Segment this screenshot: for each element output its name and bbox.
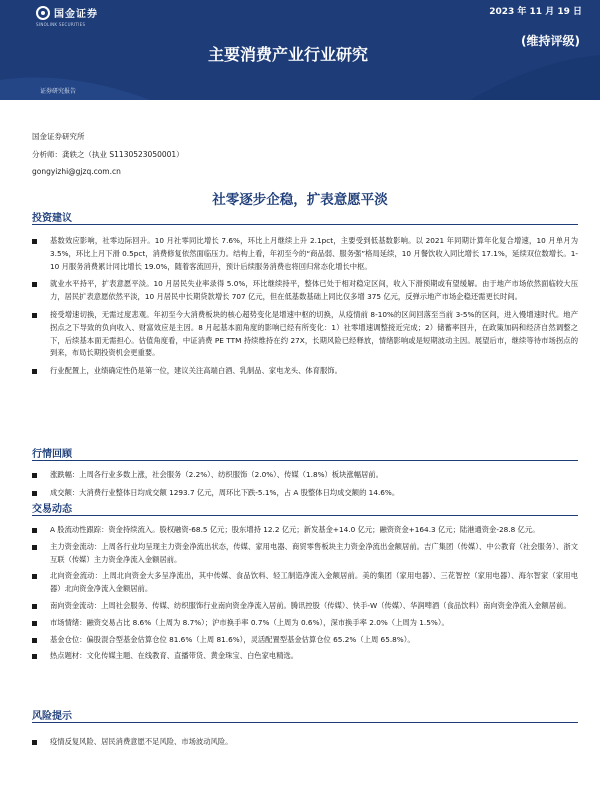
brand-logo — [36, 5, 98, 20]
bullet-icon — [32, 545, 37, 550]
logo-icon — [36, 6, 50, 20]
bullet-icon — [32, 282, 37, 287]
list-item: 市场情绪：融资交易占比 8.6%（上周为 8.7%）；沪市换手率 0.7%（上周为 0.6%），深市换手率 2.0%（上周为 1.5%）。 — [32, 617, 578, 630]
section-rule — [32, 224, 578, 225]
list-item: 基金仓位：偏股混合型基金估算仓位 81.6%（上周 81.6%），灵活配置型基金估算仓位 65.2%（上周 65.8%）。 — [32, 634, 578, 647]
bullet-icon — [32, 621, 37, 626]
bullet-icon — [32, 473, 37, 478]
bullet-icon — [32, 313, 37, 318]
section-rule — [32, 722, 578, 723]
list-item: 就业水平持平，扩表意愿平淡。10 月居民失业率录得 5.0%，环比继续持平，整体已处于相对稳定区间，收入下滑预期或有望缓解。由于地产市场依然面临较大压力，居民扩表意愿依然平淡，10 月居民中长期贷款增长 707 亿元，但在低基数基础上同比仅多增 375 亿元，反弹示地产市场企稳还需更长时间。 — [32, 278, 578, 304]
banner-title: 主要消费产业行业研究 — [208, 45, 369, 64]
bullet-icon — [32, 369, 37, 374]
email: gongyizhi@gjzq.com.cn — [32, 167, 121, 176]
report-tag: 证券研究报告 — [40, 88, 77, 95]
bullet-icon — [32, 574, 37, 579]
section-list — [32, 736, 578, 749]
institute: 国金证券研究所 — [32, 132, 85, 141]
report-date: 2023 年 11 月 19 日 — [489, 7, 582, 17]
bullet-icon — [32, 528, 37, 533]
section-title: 风险提示 — [32, 711, 72, 722]
list-item: 主力资金流动：上周各行业均呈现主力资金净流出状态，传媒、家用电器、商贸零售板块主力资金净流出金额居前。吉广集团（传媒）、中公教育（社会服务）、浙文互联（传媒）主力资金净流入金额居前。 — [32, 541, 578, 567]
list-item: 热点题材：文化传媒主题、在线教育、直播带货、黄金珠宝、白色家电精选。 — [32, 650, 578, 663]
section-rule — [32, 460, 578, 461]
list-item: 成交额：大消费行业整体日均成交额 1293.7 亿元，周环比下跌-5.1%，占 A 股整体日均成交额的 14.6%。 — [32, 487, 578, 500]
analyst: 分析师：龚轶之（执业 S1130523050001） — [32, 150, 184, 159]
bullet-icon — [32, 740, 37, 745]
section-title: 行情回顾 — [32, 449, 72, 460]
bullet-icon — [32, 239, 37, 244]
header-banner — [0, 0, 600, 100]
list-item: A 股流动性跟踪：资金持续流入。股权融资-68.5 亿元；股东增持 12.2 亿元；新发基金+14.0 亿元；融资资金+164.3 亿元；陆港通资金-28.8 亿元。 — [32, 524, 578, 537]
list-item: 基数效应影响，社零边际回升。10 月社零同比增长 7.6%，环比上月继续上升 2.1pct，主要受到低基数影响。以 2021 年同期计算年化复合增速，10 月单月为 3.5%，环比上月下滑 0.5pct，消费修复依然面临压力。结构上看，年初至今的“商品弱、服务强”格局延续，10 月餐饮收入同比增长 17.1%，延续双位数增长。1-10 月服务消费累计同比增长 19.0%，随着客流回升，预计后续服务消费也将回归常态化增长中枢。 — [32, 235, 578, 273]
section-title: 投资建议 — [32, 213, 72, 224]
section-list — [32, 235, 578, 378]
list-item: 行业配置上，业绩确定性仍是第一位，建议关注高端白酒、乳制品、家电龙头、体育服饰。 — [32, 365, 578, 378]
list-item: 涨跌幅：上周各行业多数上涨，社会服务（2.2%）、纺织服饰（2.0%）、传媒（1.8%）板块涨幅居前。 — [32, 469, 578, 482]
bullet-icon — [32, 604, 37, 609]
bullet-icon — [32, 638, 37, 643]
section-list — [32, 469, 578, 500]
list-item: 南向资金流动：上周社会服务、传媒、纺织服饰行业南向资金净流入居前。腾讯控股（传媒）、快手-W（传媒）、华润啤酒（食品饮料）南向资金净流入金额居前。 — [32, 600, 578, 613]
brand-name-en: SINOLINK SECURITIES — [36, 22, 86, 27]
bullet-icon — [32, 654, 37, 659]
section-rule — [32, 515, 578, 516]
section-title: 交易动态 — [32, 504, 72, 515]
rating-badge: (维持评级) — [521, 34, 580, 48]
list-item: 疫情反复风险、居民消费意愿不足风险、市场波动风险。 — [32, 736, 578, 749]
list-item: 北向资金流动：上周北向资金大多呈净流出，其中传媒、食品饮料、轻工制造净流入金额居前。美的集团（家用电器）、三花智控（家用电器）、海尔智家（家用电器）北向资金净流入金额居前。 — [32, 570, 578, 596]
brand-name: 国金证券 — [54, 9, 98, 20]
list-item: 接受增速切换，无需过度悲观。年初至今大消费板块的核心超势变化是增速中枢的切换，从疫情前 8-10%的区间回落至当前 3-5%的区间，进入慢增速时代。地产拐点之下导致的负向收入、财富效应是主因。8 月起基本面角度的影响已经有所变化：1）社零增速调整接近完成；2）储蓄率回升，在政策加码和经济自然调整之下，后续基本面无需担心。估值角度看，中证消费 PE TTM 持续维持在约 27X，长期风险已经释放，情绪影响或是短期波动主因。展望后市，继续等待市场拐点的到来，布局长期投资机会更重要。 — [32, 309, 578, 360]
section-list — [32, 524, 578, 663]
main-title: 社零逐步企稳，扩表意愿平淡 — [212, 192, 388, 208]
bullet-icon — [32, 491, 37, 496]
